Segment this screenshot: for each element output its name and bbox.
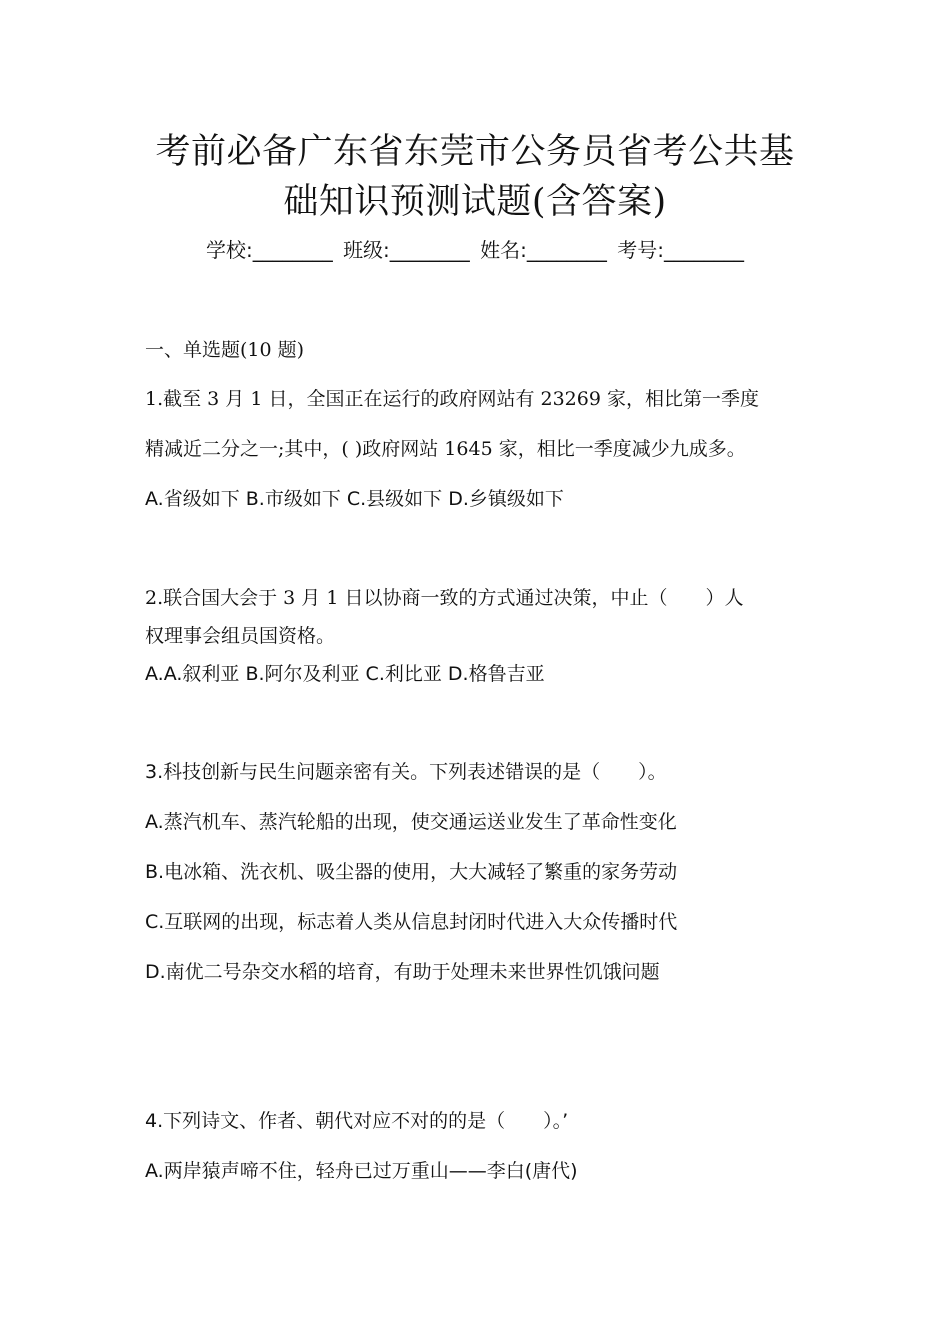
exam-number-field: 考号:________ <box>617 238 745 262</box>
document-title-line-1: 考前必备广东省东莞市公务员省考公共基 <box>155 132 795 172</box>
question-3-line-1: 3.科技创新与民生问题亲密有关。下列表述错误的是（ ）。 <box>145 761 667 783</box>
name-field: 姓名:________ <box>480 238 607 262</box>
question-4-line-1: 4.下列诗文、作者、朝代对应不对的的是（ ）。’ <box>145 1110 569 1132</box>
section-heading: 一、单选题(10 题) <box>145 339 305 361</box>
question-3-option-b: B.电冰箱、洗衣机、吸尘器的使用，大大减轻了繁重的家务劳动 <box>145 861 678 883</box>
question-4-option-a: A.两岸猿声啼不住，轻舟已过万重山——李白(唐代) <box>145 1160 578 1182</box>
question-1-line-1: 1.截至 3 月 1 日，全国正在运行的政府网站有 23269 家，相比第一季度 <box>145 388 759 410</box>
question-1-line-2: 精减近二分之一;其中，( )政府网站 1645 家，相比一季度减少九成多。 <box>145 438 746 460</box>
student-info-row <box>0 235 950 265</box>
question-3-option-c: C.互联网的出现，标志着人类从信息封闭时代进入大众传播时代 <box>145 911 678 933</box>
question-3-option-a: A.蒸汽机车、蒸汽轮船的出现，使交通运送业发生了革命性变化 <box>145 811 677 833</box>
school-field: 学校:________ <box>205 238 333 262</box>
class-field: 班级:________ <box>343 238 470 262</box>
question-2-options: A.A.叙利亚 B.阿尔及利亚 C.利比亚 D.格鲁吉亚 <box>145 663 545 685</box>
question-2-line-1: 2.联合国大会于 3 月 1 日以协商一致的方式通过决策，中止（ ）人 <box>145 587 744 609</box>
question-2-line-2: 权理事会组员国资格。 <box>145 625 336 647</box>
question-1-options: A.省级如下 B.市级如下 C.县级如下 D.乡镇级如下 <box>145 488 564 510</box>
document-title-line-2: 础知识预测试题(含答案) <box>283 182 667 222</box>
question-3-option-d: D.南优二号杂交水稻的培育，有助于处理未来世界性饥饿问题 <box>145 961 660 983</box>
